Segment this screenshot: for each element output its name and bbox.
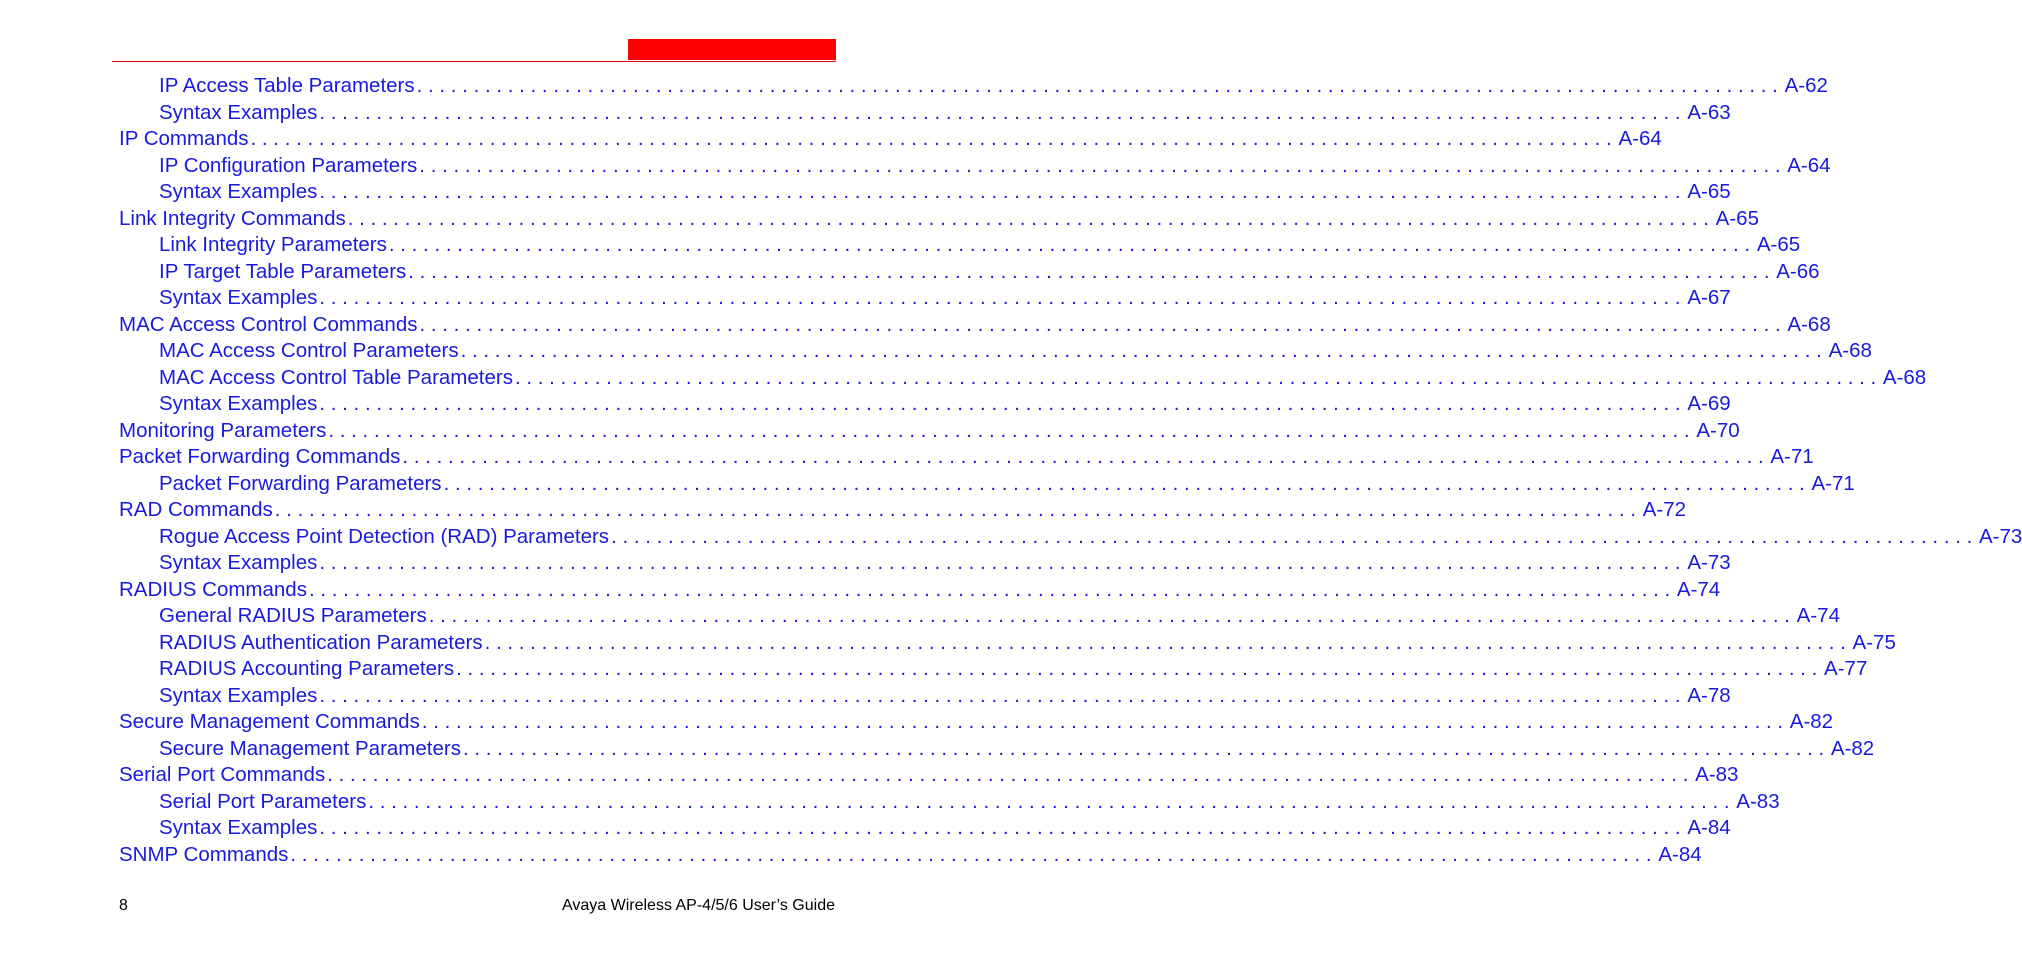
toc-subsection-entry[interactable] (0, 683, 1731, 710)
toc-section-entry[interactable] (0, 577, 1721, 604)
page-number: 8 (119, 897, 128, 914)
toc-entry-title: RADIUS Authentication Parameters (159, 630, 483, 654)
toc-subsection-entry[interactable] (0, 232, 1801, 259)
toc-subsection-entry[interactable] (0, 656, 1868, 683)
toc-subsection-entry[interactable] (0, 471, 1855, 498)
toc-dot-leader: . . . . . . . . . . . . . . . . . . . . . . . . . . . . . . . . . . . . . . . . . . . . . . . . . . . . . . . . . . . . . . . . . . . . . . . . . . . . . . . . . . . . . . . . . . . . . . . . . . . . . . . . . . . . . . . . . . . . . . . . (328, 418, 1690, 442)
toc-subsection-entry[interactable] (0, 815, 1731, 842)
toc-entry-page: A-77 (1824, 657, 1868, 680)
toc-entry-title: Secure Management Commands (119, 710, 420, 733)
toc-entry-title: IP Access Table Parameters (159, 74, 415, 97)
toc-dot-leader: . . . . . . . . . . . . . . . . . . . . . . . . . . . . . . . . . . . . . . . . . . . . . . . . . . . . . . . . . . . . . . . . . . . . . . . . . . . . . . . . . . . . . . . . . . . . . . . . . . . . . . . . . . . . . . . . . . . . . . . . (319, 816, 1681, 839)
toc-section-entry[interactable] (0, 126, 1662, 153)
toc-subsection-entry[interactable] (0, 259, 1820, 286)
toc-subsection-entry[interactable] (0, 789, 1780, 816)
toc-entry-page: A-65 (1756, 233, 1801, 256)
toc-entry-title: Link Integrity Parameters (159, 233, 387, 256)
toc-subsection-entry[interactable] (0, 391, 1731, 418)
toc-subsection-entry[interactable] (0, 338, 1872, 365)
toc-entry-page: A-75 (1852, 630, 1896, 654)
toc-entry-page: A-65 (1715, 206, 1759, 230)
toc-entry-page: A-64 (1618, 127, 1662, 150)
toc-entry-title: IP Commands (119, 127, 249, 150)
toc-entry-page: A-68 (1828, 339, 1872, 362)
toc-dot-leader: . . . . . . . . . . . . . . . . . . . . . . . . . . . . . . . . . . . . . . . . . . . . . . . . . . . . . . . . . . . . . . . . . . . . . . . . . . . . . . . . . . . . . . . . . . . . . . . . . . . . . . . . . . . . . . . . . . . . . . . . (419, 312, 1781, 336)
toc-subsection-entry[interactable] (0, 100, 1731, 127)
toc-entry-page: A-64 (1787, 153, 1831, 177)
toc-subsection-entry[interactable] (0, 524, 2022, 551)
toc-entry-title: Syntax Examples (159, 286, 318, 309)
toc-section-entry[interactable] (0, 418, 1740, 445)
toc-dot-leader: . . . . . . . . . . . . . . . . . . . . . . . . . . . . . . . . . . . . . . . . . . . . . . . . . . . . . . . . . . . . . . . . . . . . . . . . . . . . . . . . . . . . . . . . . . . . . . . . . . . . . . . . . . . . . . . . . . . . . . . . (319, 100, 1681, 124)
toc-entry-title: Link Integrity Commands (119, 206, 346, 230)
toc-entry-title: SNMP Commands (119, 842, 289, 866)
toc-entry-title: IP Configuration Parameters (159, 153, 418, 177)
toc-section-entry[interactable] (0, 206, 1759, 233)
toc-entry-page: A-78 (1687, 683, 1731, 707)
toc-entry-title: Packet Forwarding Parameters (159, 471, 442, 495)
toc-entry-title: MAC Access Control Table Parameters (159, 365, 513, 389)
toc-entry-title: Serial Port Parameters (159, 789, 367, 813)
toc-entry-page: A-83 (1736, 789, 1780, 813)
toc-entry-page: A-69 (1687, 392, 1731, 415)
toc-dot-leader: . . . . . . . . . . . . . . . . . . . . . . . . . . . . . . . . . . . . . . . . . . . . . . . . . . . . . . . . . . . . . . . . . . . . . . . . . . . . . . . . . . . . . . . . . . . . . . . . . . . . . . . . . . . . . . . . . . . . . . . . (319, 286, 1681, 309)
toc-entry-page: A-67 (1687, 286, 1731, 309)
toc-dot-leader: . . . . . . . . . . . . . . . . . . . . . . . . . . . . . . . . . . . . . . . . . . . . . . . . . . . . . . . . . . . . . . . . . . . . . . . . . . . . . . . . . . . . . . . . . . . . . . . . . . . . . . . . . . . . . . . . . . . . . . . . (347, 206, 1709, 230)
toc-entry-title: Rogue Access Point Detection (RAD) Parameters (159, 524, 610, 548)
toc-entry-page: A-73 (1687, 551, 1731, 574)
toc-entry-title: Syntax Examples (159, 180, 318, 203)
toc-dot-leader: . . . . . . . . . . . . . . . . . . . . . . . . . . . . . . . . . . . . . . . . . . . . . . . . . . . . . . . . . . . . . . . . . . . . . . . . . . . . . . . . . . . . . . . . . . . . . . . . . . . . . . . . . . . . . . . . . . . . . . . . (484, 630, 1846, 654)
toc-entry-page: A-62 (1784, 74, 1828, 97)
toc-subsection-entry[interactable] (0, 550, 1731, 577)
toc-entry-title: Secure Management Parameters (159, 736, 461, 760)
toc-entry-page: A-84 (1687, 816, 1731, 839)
toc-entry-title: Syntax Examples (159, 816, 318, 839)
toc-subsection-entry[interactable] (0, 736, 1875, 763)
toc-entry-title: Syntax Examples (159, 683, 318, 707)
toc-dot-leader: . . . . . . . . . . . . . . . . . . . . . . . . . . . . . . . . . . . . . . . . . . . . . . . . . . . . . . . . . . . . . . . . . . . . . . . . . . . . . . . . . . . . . . . . . . . . . . . . . . . . . . . . . . . . . . . . . . . . . . . . (250, 127, 1612, 150)
toc-entry-page: A-82 (1830, 736, 1875, 760)
toc-entry-page: A-74 (1796, 604, 1840, 627)
toc-entry-page: A-71 (1811, 471, 1855, 495)
toc-dot-leader: . . . . . . . . . . . . . . . . . . . . . . . . . . . . . . . . . . . . . . . . . . . . . . . . . . . . . . . . . . . . . . . . . . . . . . . . . . . . . . . . . . . . . . . . . . . . . . . . . . . . . . . . . . . . . . . . . . . . . . . . (308, 577, 1671, 601)
toc-entry-title: Syntax Examples (159, 551, 318, 574)
table-of-contents (0, 73, 2022, 868)
toc-entry-page: A-63 (1687, 100, 1731, 124)
toc-section-entry[interactable] (0, 709, 1834, 736)
toc-entry-title: RADIUS Commands (119, 577, 307, 601)
toc-section-entry[interactable] (0, 312, 1831, 339)
header-rule (112, 61, 836, 62)
header-accent-bar (628, 39, 836, 60)
toc-dot-leader: . . . . . . . . . . . . . . . . . . . . . . . . . . . . . . . . . . . . . . . . . . . . . . . . . . . . . . . . . . . . . . . . . . . . . . . . . . . . . . . . . . . . . . . . . . . . . . . . . . . . . . . . . . . . . . . . . . . . . . . . (408, 259, 1770, 283)
toc-dot-leader: . . . . . . . . . . . . . . . . . . . . . . . . . . . . . . . . . . . . . . . . . . . . . . . . . . . . . . . . . . . . . . . . . . . . . . . . . . . . . . . . . . . . . . . . . . . . . . . . . . . . . . . . . . . . . . . . . . . . . . . . (428, 604, 1790, 627)
toc-subsection-entry[interactable] (0, 73, 1828, 100)
toc-section-entry[interactable] (0, 497, 1687, 524)
toc-entry-page: A-84 (1658, 842, 1702, 866)
toc-entry-title: MAC Access Control Commands (119, 312, 418, 336)
toc-dot-leader: . . . . . . . . . . . . . . . . . . . . . . . . . . . . . . . . . . . . . . . . . . . . . . . . . . . . . . . . . . . . . . . . . . . . . . . . . . . . . . . . . . . . . . . . . . . . . . . . . . . . . . . . . . . . . . . . . . . . . . . . (319, 180, 1681, 203)
toc-subsection-entry[interactable] (0, 603, 1840, 630)
toc-entry-title: General RADIUS Parameters (159, 604, 427, 627)
toc-entry-title: IP Target Table Parameters (159, 259, 407, 283)
toc-dot-leader: . . . . . . . . . . . . . . . . . . . . . . . . . . . . . . . . . . . . . . . . . . . . . . . . . . . . . . . . . . . . . . . . . . . . . . . . . . . . . . . . . . . . . . . . . . . . . . . . . . . . . . . . . . . . . . . . . . . . . . . . (319, 683, 1681, 707)
toc-entry-page: A-68 (1787, 312, 1831, 336)
toc-dot-leader: . . . . . . . . . . . . . . . . . . . . . . . . . . . . . . . . . . . . . . . . . . . . . . . . . . . . . . . . . . . . . . . . . . . . . . . . . . . . . . . . . . . . . . . . . . . . . . . . . . . . . . . . . . . . . . . . . . . . . . . . (421, 710, 1784, 733)
toc-dot-leader: . . . . . . . . . . . . . . . . . . . . . . . . . . . . . . . . . . . . . . . . . . . . . . . . . . . . . . . . . . . . . . . . . . . . . . . . . . . . . . . . . . . . . . . . . . . . . . . . . . . . . . . . . . . . . . . . . . . . . . . . (456, 657, 1818, 680)
toc-dot-leader: . . . . . . . . . . . . . . . . . . . . . . . . . . . . . . . . . . . . . . . . . . . . . . . . . . . . . . . . . . . . . . . . . . . . . . . . . . . . . . . . . . . . . . . . . . . . . . . . . . . . . . . . . . . . . . . . . . . . . . . . (388, 233, 1751, 256)
toc-entry-title: Syntax Examples (159, 392, 318, 415)
toc-dot-leader: . . . . . . . . . . . . . . . . . . . . . . . . . . . . . . . . . . . . . . . . . . . . . . . . . . . . . . . . . . . . . . . . . . . . . . . . . . . . . . . . . . . . . . . . . . . . . . . . . . . . . . . . . . . . . . . . . . . . . . . . (402, 445, 1764, 468)
toc-entry-title: Syntax Examples (159, 100, 318, 124)
toc-entry-page: A-72 (1642, 498, 1687, 521)
toc-subsection-entry[interactable] (0, 365, 1927, 392)
toc-entry-page: A-74 (1676, 577, 1721, 601)
toc-dot-leader: . . . . . . . . . . . . . . . . . . . . . . . . . . . . . . . . . . . . . . . . . . . . . . . . . . . . . . . . . . . . . . . . . . . . . . . . . . . . . . . . . . . . . . . . . . . . . . . . . . . . . . . . . . . . . . . . . . . . . . . . (416, 74, 1778, 97)
toc-entry-page: A-70 (1696, 418, 1740, 442)
toc-dot-leader: . . . . . . . . . . . . . . . . . . . . . . . . . . . . . . . . . . . . . . . . . . . . . . . . . . . . . . . . . . . . . . . . . . . . . . . . . . . . . . . . . . . . . . . . . . . . . . . . . . . . . . . . . . . . . . . . . . . . . . . . (319, 551, 1681, 574)
page-footer (119, 895, 835, 917)
toc-entry-page: A-83 (1695, 763, 1739, 786)
toc-dot-leader: . . . . . . . . . . . . . . . . . . . . . . . . . . . . . . . . . . . . . . . . . . . . . . . . . . . . . . . . . . . . . . . . . . . . . . . . . . . . . . . . . . . . . . . . . . . . . . . . . . . . . . . . . . . . . . . . . . . . . . . . (443, 471, 1805, 495)
toc-entry-page: A-73 (1979, 524, 2022, 548)
toc-dot-leader: . . . . . . . . . . . . . . . . . . . . . . . . . . . . . . . . . . . . . . . . . . . . . . . . . . . . . . . . . . . . . . . . . . . . . . . . . . . . . . . . . . . . . . . . . . . . . . . . . . . . . . . . . . . . . . . . . . . . . . . . (319, 392, 1681, 415)
toc-entry-page: A-65 (1687, 180, 1731, 203)
toc-subsection-entry[interactable] (0, 153, 1831, 180)
toc-section-entry[interactable] (0, 842, 1702, 869)
toc-dot-leader: . . . . . . . . . . . . . . . . . . . . . . . . . . . . . . . . . . . . . . . . . . . . . . . . . . . . . . . . . . . . . . . . . . . . . . . . . . . . . . . . . . . . . . . . . . . . . . . . . . . . . . . . . . . . . . . . . . . . . . . . (419, 153, 1781, 177)
toc-dot-leader: . . . . . . . . . . . . . . . . . . . . . . . . . . . . . . . . . . . . . . . . . . . . . . . . . . . . . . . . . . . . . . . . . . . . . . . . . . . . . . . . . . . . . . . . . . . . . . . . . . . . . . . . . . . . . . . . . . . . . . . . (611, 524, 1973, 548)
toc-dot-leader: . . . . . . . . . . . . . . . . . . . . . . . . . . . . . . . . . . . . . . . . . . . . . . . . . . . . . . . . . . . . . . . . . . . . . . . . . . . . . . . . . . . . . . . . . . . . . . . . . . . . . . . . . . . . . . . . . . . . . . . . (274, 498, 1637, 521)
toc-dot-leader: . . . . . . . . . . . . . . . . . . . . . . . . . . . . . . . . . . . . . . . . . . . . . . . . . . . . . . . . . . . . . . . . . . . . . . . . . . . . . . . . . . . . . . . . . . . . . . . . . . . . . . . . . . . . . . . . . . . . . . . . (327, 763, 1689, 786)
toc-entry-title: RAD Commands (119, 498, 273, 521)
toc-entry-page: A-68 (1882, 365, 1927, 389)
toc-dot-leader: . . . . . . . . . . . . . . . . . . . . . . . . . . . . . . . . . . . . . . . . . . . . . . . . . . . . . . . . . . . . . . . . . . . . . . . . . . . . . . . . . . . . . . . . . . . . . . . . . . . . . . . . . . . . . . . . . . . . . . . . (462, 736, 1825, 760)
toc-section-entry[interactable] (0, 762, 1739, 789)
toc-dot-leader: . . . . . . . . . . . . . . . . . . . . . . . . . . . . . . . . . . . . . . . . . . . . . . . . . . . . . . . . . . . . . . . . . . . . . . . . . . . . . . . . . . . . . . . . . . . . . . . . . . . . . . . . . . . . . . . . . . . . . . . . (290, 842, 1652, 866)
toc-entry-page: A-66 (1776, 259, 1820, 283)
document-title: Avaya Wireless AP-4/5/6 User’s Guide (561, 897, 835, 914)
toc-section-entry[interactable] (0, 444, 1814, 471)
toc-entry-title: Packet Forwarding Commands (119, 445, 401, 468)
toc-entry-title: MAC Access Control Parameters (159, 339, 459, 362)
toc-subsection-entry[interactable] (0, 285, 1731, 312)
toc-dot-leader: . . . . . . . . . . . . . . . . . . . . . . . . . . . . . . . . . . . . . . . . . . . . . . . . . . . . . . . . . . . . . . . . . . . . . . . . . . . . . . . . . . . . . . . . . . . . . . . . . . . . . . . . . . . . . . . . . . . . . . . . (514, 365, 1877, 389)
toc-subsection-entry[interactable] (0, 630, 1896, 657)
toc-dot-leader: . . . . . . . . . . . . . . . . . . . . . . . . . . . . . . . . . . . . . . . . . . . . . . . . . . . . . . . . . . . . . . . . . . . . . . . . . . . . . . . . . . . . . . . . . . . . . . . . . . . . . . . . . . . . . . . . . . . . . . . . (460, 339, 1822, 362)
toc-entry-page: A-71 (1770, 445, 1814, 468)
toc-entry-page: A-82 (1789, 710, 1834, 733)
toc-subsection-entry[interactable] (0, 179, 1731, 206)
toc-entry-title: Serial Port Commands (119, 763, 326, 786)
toc-entry-title: Monitoring Parameters (119, 418, 327, 442)
toc-entry-title: RADIUS Accounting Parameters (159, 657, 455, 680)
toc-dot-leader: . . . . . . . . . . . . . . . . . . . . . . . . . . . . . . . . . . . . . . . . . . . . . . . . . . . . . . . . . . . . . . . . . . . . . . . . . . . . . . . . . . . . . . . . . . . . . . . . . . . . . . . . . . . . . . . . . . . . . . . . (368, 789, 1730, 813)
